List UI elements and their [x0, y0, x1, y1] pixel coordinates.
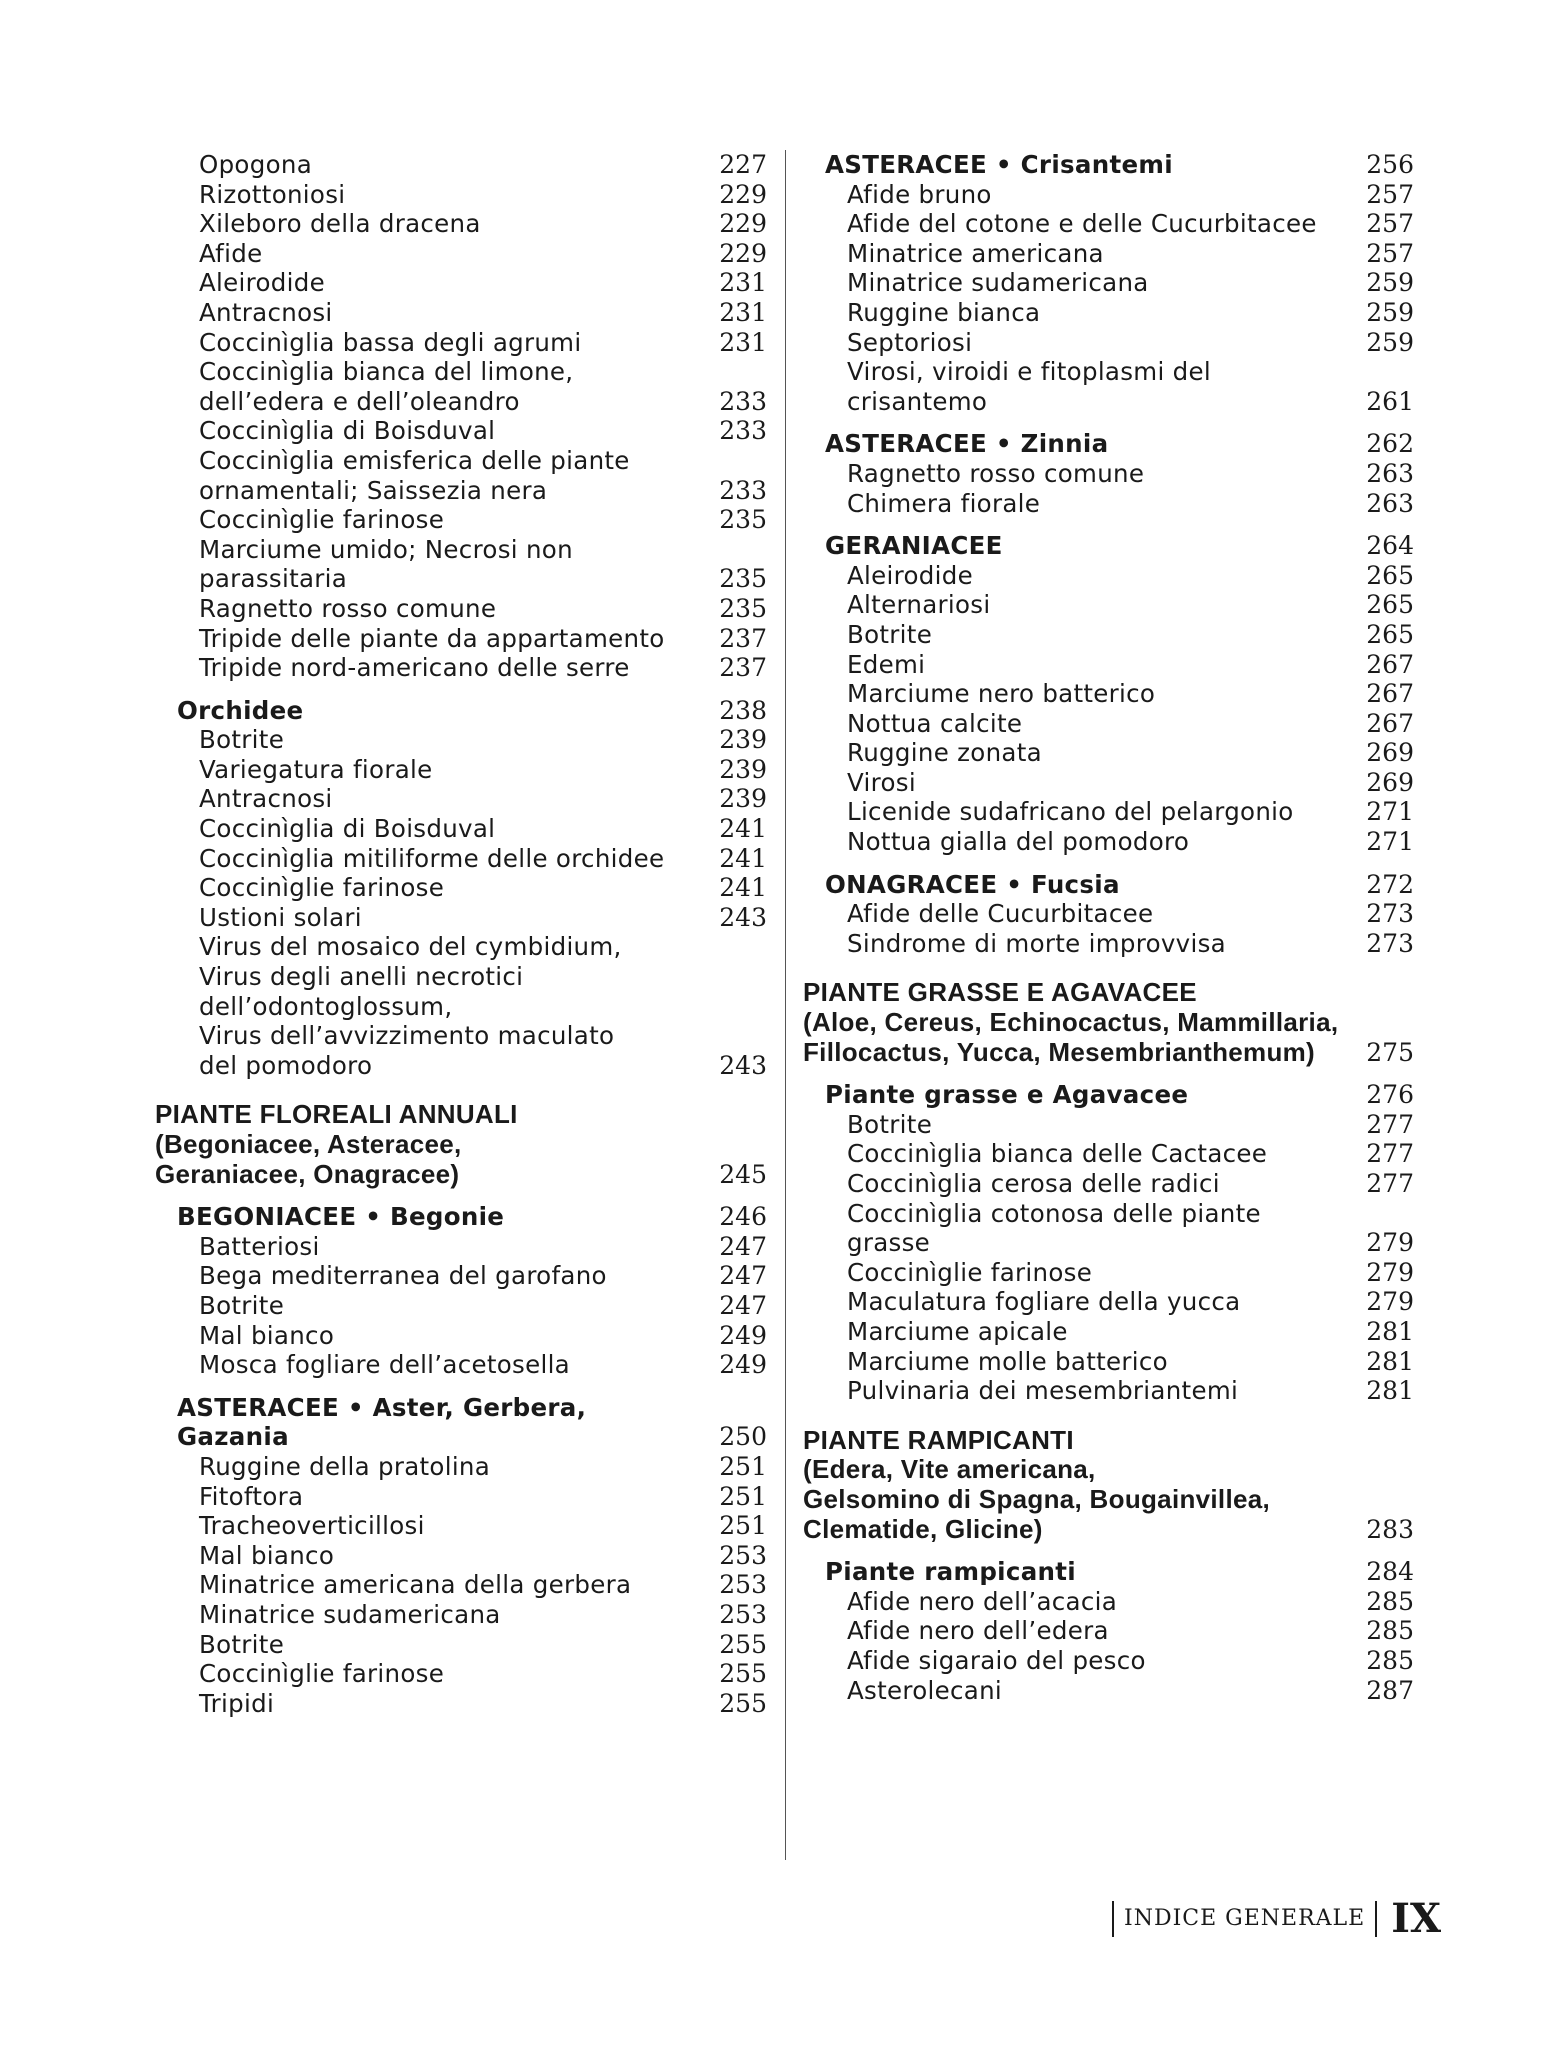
toc-entry: [155, 1261, 767, 1291]
toc-entry-page: 239: [719, 754, 767, 784]
toc-entry: [803, 1587, 1414, 1617]
toc-entry-page: 238: [719, 695, 767, 725]
toc-column-left: [155, 150, 767, 1718]
toc-entry-title: ASTERACEE • Crisantemi: [825, 150, 1173, 179]
toc-entry-page: 284: [1366, 1557, 1414, 1587]
toc-entry: [155, 150, 767, 180]
toc-entry: [803, 709, 1414, 739]
toc-entry: [803, 590, 1414, 620]
toc-entry-page: 273: [1366, 899, 1414, 929]
toc-entry-title: Coccinìglia bassa degli agrumi: [199, 327, 582, 357]
toc-entry: [155, 784, 767, 814]
toc-entry-title: Minatrice americana della gerbera: [199, 1570, 632, 1600]
toc-entry: [803, 620, 1414, 650]
toc-entry: [803, 357, 1414, 416]
toc-entry-page: 241: [719, 843, 767, 873]
toc-entry: [155, 1689, 767, 1719]
toc-entry-title: Coccinìglia di Boisduval: [199, 416, 496, 446]
toc-entry: [155, 209, 767, 239]
toc-entry-title: Coccinìglia bianca del limone, dell’edera e dell’oleandro: [199, 357, 574, 416]
toc-entry-title: Pulvinaria dei mesembriantemi: [847, 1376, 1239, 1406]
toc-entry-title: Minatrice americana: [847, 238, 1104, 268]
toc-entry-page: 257: [1366, 179, 1414, 209]
toc-entry-title: ASTERACEE • Zinnia: [825, 429, 1109, 459]
toc-entry: [155, 932, 767, 1080]
toc-entry-title: Coccinìglie farinose: [199, 873, 445, 903]
toc-column-right: [803, 150, 1414, 1705]
toc-entry-title: Mosca fogliare dell’acetosella: [199, 1350, 570, 1380]
toc-subsection-heading: [803, 429, 1414, 459]
toc-entry-page: 261: [1366, 386, 1414, 416]
toc-entry: [803, 1169, 1414, 1199]
toc-entry-page: 277: [1366, 1109, 1414, 1139]
toc-entry-title: PIANTE FLOREALI ANNUALI (Begoniacee, Asteracee, Geraniacee, Onagracee): [155, 1099, 518, 1189]
toc-entry-page: 267: [1366, 649, 1414, 679]
toc-entry-page: 241: [719, 873, 767, 903]
toc-entry-title: Tripidi: [199, 1688, 275, 1718]
toc-entry-title: Virus del mosaico del cymbidium, Virus degli anelli necrotici dell’odontoglossum, Virus dell’avvizzimento maculato del pomodoro: [199, 932, 622, 1080]
toc-entry-title: Alternariosi: [847, 590, 991, 620]
toc-entry: [155, 1350, 767, 1380]
toc-entry-title: BEGONIACEE • Begonie: [177, 1202, 505, 1232]
toc-entry-page: 263: [1366, 458, 1414, 488]
toc-entry-page: 265: [1366, 560, 1414, 590]
toc-entry-page: 285: [1366, 1645, 1414, 1675]
toc-entry-page: 271: [1366, 827, 1414, 857]
toc-entry: [803, 899, 1414, 929]
toc-entry: [803, 1676, 1414, 1706]
toc-entry: [155, 1232, 767, 1262]
toc-entry-title: Nottua gialla del pomodoro: [847, 827, 1190, 857]
toc-entry-page: 253: [719, 1570, 767, 1600]
toc-entry: [803, 209, 1414, 239]
toc-entry-title: Tracheoverticillosi: [199, 1511, 425, 1541]
toc-entry-title: Coccinìglia emisferica delle piante ornamentali; Saissezia nera: [199, 445, 630, 505]
toc-entry-page: 237: [719, 623, 767, 653]
toc-entry-page: 243: [719, 902, 767, 932]
toc-entry-page: 241: [719, 814, 767, 844]
toc-entry-title: Virosi: [847, 767, 916, 797]
page-number: IX: [1391, 1895, 1441, 1942]
toc-entry: [803, 1258, 1414, 1288]
toc-entry-title: Bega mediterranea del garofano: [199, 1261, 607, 1291]
toc-entry-page: 257: [1366, 209, 1414, 239]
toc-entry-page: 279: [1366, 1287, 1414, 1317]
toc-subsection-heading: [803, 1080, 1414, 1110]
toc-entry: [803, 679, 1414, 709]
toc-entry-title: Antracnosi: [199, 297, 333, 327]
toc-entry-page: 229: [719, 179, 767, 209]
toc-entry-title: Coccinìglia cerosa delle radici: [847, 1169, 1220, 1198]
toc-entry: [155, 1482, 767, 1512]
toc-entry-page: 283: [1366, 1514, 1414, 1544]
toc-entry-title: Batteriosi: [199, 1231, 320, 1261]
toc-entry: [155, 725, 767, 755]
toc-entry-title: Coccinìglie farinose: [199, 505, 445, 535]
toc-entry-page: 227: [719, 150, 767, 179]
toc-entry-title: Coccinìglia bianca delle Cactacee: [847, 1139, 1268, 1169]
toc-entry: [155, 328, 767, 358]
toc-entry-page: 231: [719, 297, 767, 327]
toc-entry-title: Tripide nord-americano delle serre: [199, 653, 630, 683]
toc-entry-page: 277: [1366, 1169, 1414, 1198]
toc-entry: [155, 1291, 767, 1321]
toc-entry: [155, 844, 767, 874]
toc-entry-title: Afide delle Cucurbitacee: [847, 899, 1154, 929]
toc-entry-page: 265: [1366, 590, 1414, 620]
toc-entry-title: Opogona: [199, 150, 313, 179]
toc-entry-page: 285: [1366, 1586, 1414, 1616]
toc-entry-page: 269: [1366, 767, 1414, 797]
toc-entry: [155, 1541, 767, 1571]
toc-entry-title: Aleirodide: [199, 268, 325, 298]
toc-entry-title: Licenide sudafricano del pelargonio: [847, 797, 1294, 827]
toc-entry-title: Fitoftora: [199, 1481, 304, 1511]
toc-subsection-heading: [155, 1202, 767, 1232]
toc-entry-page: 265: [1366, 619, 1414, 649]
toc-entry: [155, 873, 767, 903]
toc-entry-page: 279: [1366, 1228, 1414, 1258]
toc-entry-page: 256: [1366, 150, 1414, 179]
toc-entry-page: 251: [719, 1511, 767, 1541]
toc-subsection-heading: [803, 1557, 1414, 1587]
toc-entry-title: Botrite: [847, 1109, 933, 1139]
toc-entry: [155, 1630, 767, 1660]
toc-entry-title: Marciume molle batterico: [847, 1346, 1168, 1376]
toc-entry: [803, 459, 1414, 489]
toc-entry-page: 229: [719, 238, 767, 268]
toc-section-heading: [803, 978, 1414, 1067]
toc-entry-page: 277: [1366, 1139, 1414, 1169]
toc-entry: [155, 268, 767, 298]
toc-entry: [155, 1600, 767, 1630]
toc-entry-page: 245: [719, 1159, 767, 1189]
toc-entry-page: 255: [719, 1659, 767, 1689]
toc-entry-title: ASTERACEE • Aster, Gerbera, Gazania: [177, 1392, 587, 1452]
toc-entry-page: 281: [1366, 1316, 1414, 1346]
toc-entry: [803, 1347, 1414, 1377]
toc-entry-title: Septoriosi: [847, 327, 973, 357]
toc-entry: [803, 1317, 1414, 1347]
toc-entry-title: Mal bianco: [199, 1320, 335, 1350]
toc-entry-title: Edemi: [847, 649, 926, 679]
toc-entry-page: 247: [719, 1231, 767, 1261]
toc-entry: [155, 903, 767, 933]
toc-entry-page: 249: [719, 1320, 767, 1350]
toc-entry-title: Tripide delle piante da appartamento: [199, 623, 665, 653]
toc-entry-page: 247: [719, 1261, 767, 1291]
toc-entry: [155, 653, 767, 683]
toc-entry: [155, 1570, 767, 1600]
toc-entry: [803, 738, 1414, 768]
toc-entry: [803, 929, 1414, 959]
toc-entry: [155, 416, 767, 446]
toc-entry-title: Aleirodide: [847, 560, 973, 590]
toc-entry-title: Coccinìglia mitiliforme delle orchidee: [199, 843, 665, 873]
toc-entry-title: Maculatura fogliare della yucca: [847, 1287, 1241, 1317]
toc-entry-page: 267: [1366, 708, 1414, 738]
toc-entry: [155, 505, 767, 535]
toc-entry-page: 253: [719, 1540, 767, 1570]
page-footer: [1112, 1895, 1441, 1942]
toc-entry: [803, 1646, 1414, 1676]
toc-entry: [803, 827, 1414, 857]
toc-entry: [803, 1376, 1414, 1406]
toc-entry-title: Chimera fiorale: [847, 488, 1041, 518]
toc-entry-title: Afide del cotone e delle Cucurbitacee: [847, 209, 1317, 239]
toc-entry-title: Coccinìglie farinose: [199, 1659, 445, 1689]
toc-entry-page: 262: [1366, 429, 1414, 459]
toc-entry-page: 255: [719, 1688, 767, 1718]
toc-entry: [803, 328, 1414, 358]
toc-entry-title: GERANIACEE: [825, 531, 1003, 561]
toc-entry-page: 272: [1366, 869, 1414, 899]
toc-entry-page: 249: [719, 1350, 767, 1380]
toc-entry-title: Marciume apicale: [847, 1316, 1068, 1346]
toc-entry-title: Afide: [199, 238, 263, 268]
toc-entry-page: 229: [719, 209, 767, 239]
toc-entry-title: Afide nero dell’edera: [847, 1616, 1109, 1646]
toc-entry-page: 253: [719, 1599, 767, 1629]
toc-entry-title: Marciume umido; Necrosi non parassitaria: [199, 534, 573, 594]
toc-entry-title: Coccinìglie farinose: [847, 1257, 1093, 1287]
toc-entry-page: 281: [1366, 1376, 1414, 1406]
toc-entry-page: 269: [1366, 738, 1414, 768]
toc-entry-page: 263: [1366, 488, 1414, 518]
toc-entry: [803, 650, 1414, 680]
toc-entry: [803, 180, 1414, 210]
toc-entry: [155, 535, 767, 594]
toc-entry-title: Antracnosi: [199, 784, 333, 814]
toc-entry-title: Rizottoniosi: [199, 179, 346, 209]
toc-entry: [803, 489, 1414, 519]
toc-entry-page: 247: [719, 1290, 767, 1320]
toc-entry: [155, 1659, 767, 1689]
toc-entry: [155, 1511, 767, 1541]
toc-entry-page: 250: [719, 1422, 767, 1452]
toc-entry-page: 287: [1366, 1675, 1414, 1705]
toc-entry-title: PIANTE GRASSE E AGAVACEE (Aloe, Cereus, Echinocactus, Mammillaria, Fillocactus, Yucca, Mesembrianthemum): [803, 977, 1339, 1067]
toc-entry-title: Ragnetto rosso comune: [847, 458, 1145, 488]
toc-subsection-heading: [803, 531, 1414, 561]
toc-entry-title: Afide nero dell’acacia: [847, 1586, 1118, 1616]
toc-entry-page: 233: [719, 386, 767, 416]
toc-entry-title: Piante rampicanti: [825, 1557, 1076, 1587]
toc-entry: [803, 768, 1414, 798]
toc-entry: [803, 797, 1414, 827]
toc-entry-page: 255: [719, 1629, 767, 1659]
toc-entry-page: 239: [719, 725, 767, 755]
toc-entry-page: 259: [1366, 327, 1414, 357]
toc-entry: [803, 1139, 1414, 1169]
toc-entry-page: 235: [719, 505, 767, 535]
toc-entry: [155, 755, 767, 785]
toc-entry-page: 281: [1366, 1346, 1414, 1376]
toc-entry-page: 273: [1366, 928, 1414, 958]
toc-entry-page: 259: [1366, 268, 1414, 298]
toc-entry-page: 264: [1366, 531, 1414, 561]
toc-entry-title: Botrite: [199, 1290, 285, 1320]
toc-entry: [155, 239, 767, 269]
toc-entry: [803, 561, 1414, 591]
toc-entry-title: Coccinìglia cotonosa delle piante grasse: [847, 1198, 1261, 1258]
toc-entry-page: 259: [1366, 297, 1414, 327]
toc-entry-page: 235: [719, 593, 767, 623]
toc-entry: [803, 298, 1414, 328]
toc-entry-title: Variegatura fiorale: [199, 754, 433, 784]
toc-entry-title: Ruggine bianca: [847, 297, 1041, 327]
toc-entry-page: 257: [1366, 238, 1414, 268]
toc-entry-title: Asterolecani: [847, 1675, 1003, 1705]
toc-entry: [803, 239, 1414, 269]
toc-entry-title: Afide bruno: [847, 179, 992, 209]
toc-entry: [803, 1616, 1414, 1646]
toc-entry-title: Minatrice sudamericana: [199, 1599, 501, 1629]
toc-entry-page: 246: [719, 1202, 767, 1232]
toc-entry: [803, 1199, 1414, 1258]
toc-entry-page: 267: [1366, 679, 1414, 709]
toc-entry: [155, 1321, 767, 1351]
toc-entry-page: 276: [1366, 1080, 1414, 1110]
toc-entry-page: 251: [719, 1481, 767, 1511]
toc-entry-title: Minatrice sudamericana: [847, 268, 1149, 298]
toc-entry-title: Coccinìglia di Boisduval: [199, 814, 496, 844]
toc-subsection-heading: [155, 696, 767, 726]
toc-entry-title: Botrite: [199, 1629, 285, 1659]
toc-entry: [155, 298, 767, 328]
toc-entry: [155, 180, 767, 210]
toc-entry-title: Afide sigaraio del pesco: [847, 1645, 1146, 1675]
toc-entry-title: Ruggine della pratolina: [199, 1451, 491, 1481]
toc-entry-title: Ustioni solari: [199, 902, 362, 932]
toc-entry-title: Sindrome di morte improvvisa: [847, 928, 1226, 958]
toc-subsection-heading: [155, 1393, 767, 1452]
toc-entry-page: 231: [719, 327, 767, 357]
column-divider: [785, 150, 786, 1860]
toc-entry-title: PIANTE RAMPICANTI (Edera, Vite americana, Gelsomino di Spagna, Bougainvillea, Clematide, Glicine): [803, 1424, 1271, 1544]
toc-entry-page: 243: [719, 1050, 767, 1080]
toc-entry-title: Ragnetto rosso comune: [199, 593, 497, 623]
toc-section-heading: [155, 1100, 767, 1189]
toc-entry: [803, 1110, 1414, 1140]
toc-entry-title: Nottua calcite: [847, 708, 1023, 738]
toc-entry-page: 235: [719, 564, 767, 594]
toc-entry-title: Ruggine zonata: [847, 738, 1042, 768]
toc-entry-page: 233: [719, 475, 767, 505]
toc-entry-title: Botrite: [199, 725, 285, 755]
toc-entry: [803, 268, 1414, 298]
toc-entry-title: Orchidee: [177, 695, 304, 725]
toc-entry: [155, 1452, 767, 1482]
toc-entry-title: Marciume nero batterico: [847, 679, 1156, 709]
toc-entry: [155, 357, 767, 416]
toc-subsection-heading: [803, 150, 1414, 180]
footer-section-label: INDICE GENERALE: [1124, 1906, 1366, 1931]
toc-entry-page: 275: [1366, 1037, 1414, 1067]
toc-entry-page: 279: [1366, 1257, 1414, 1287]
toc-entry-title: Xileboro della dracena: [199, 209, 481, 239]
toc-subsection-heading: [803, 870, 1414, 900]
toc-entry-title: Mal bianco: [199, 1540, 335, 1570]
toc-entry-title: ONAGRACEE • Fucsia: [825, 869, 1120, 899]
toc-entry-page: 231: [719, 268, 767, 298]
toc-entry-page: 237: [719, 653, 767, 683]
toc-entry-page: 233: [719, 416, 767, 446]
toc-entry: [155, 624, 767, 654]
toc-entry: [155, 814, 767, 844]
toc-entry: [803, 1287, 1414, 1317]
toc-entry-title: Piante grasse e Agavacee: [825, 1080, 1189, 1110]
toc-entry-page: 285: [1366, 1616, 1414, 1646]
toc-entry-page: 251: [719, 1451, 767, 1481]
toc-entry: [155, 594, 767, 624]
toc-entry-title: Botrite: [847, 619, 933, 649]
toc-entry-page: 271: [1366, 797, 1414, 827]
toc-entry-page: 239: [719, 784, 767, 814]
toc-entry-title: Virosi, viroidi e fitoplasmi del crisantemo: [847, 357, 1212, 416]
toc-section-heading: [803, 1426, 1414, 1544]
toc-entry: [155, 446, 767, 505]
